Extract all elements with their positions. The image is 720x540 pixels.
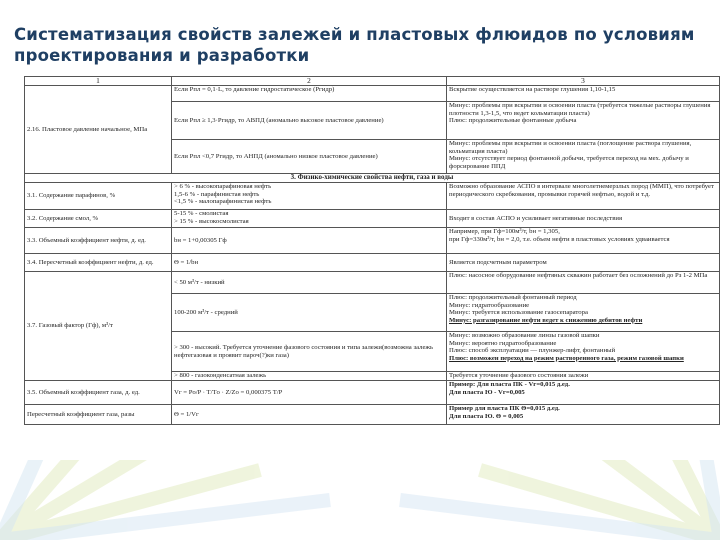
recommendation-cell — [447, 332, 720, 372]
param-cell: 3.4. Пересчетный коэффициент нефти, д. ед. — [25, 254, 172, 272]
recommendation-line: Пример: Для пласта ПК - Vг=0,015 д.ед. — [449, 381, 570, 388]
condition-cell: Если Pпл <0,7 Pгидр, то АНПД (аномально низкое пластовое давление) — [172, 140, 447, 174]
table-row — [25, 405, 720, 425]
recommendation-line: при Гф=330м³/т, bн = 2,0, т.е. объем нефти в пластовых условиях удваивается — [449, 235, 670, 243]
section-title: 3. Физико-химические свойства нефти, газа и воды — [25, 174, 720, 183]
value-line: 5-15 % - смолистая — [174, 210, 229, 217]
recommendation-line: Минус: разгазирование нефти ведет к снижению дебитов нефти — [449, 316, 643, 324]
recommendation-line: Минус: гидратообразование — [449, 301, 530, 309]
recommendation-cell — [447, 228, 720, 254]
value-cell: > 300 - высокий. Требуется уточнение фазового состояния и типа залежи(возможна залежь нефтегазовая и проявит пароч(?)ки газа) — [172, 332, 447, 372]
recommendation-line: Минус: отсутствует период фонтанной добычи, требуется переход на мех. добычу и форсирование ППД — [449, 155, 689, 170]
param-cell: 3.2. Содержание смол, % — [25, 210, 172, 228]
header-col-2: 2 — [172, 77, 447, 86]
recommendation-cell: Плюс: насосное оборудование нефтяных скважин работает без осложнений до Pз 1-2 МПа — [447, 272, 720, 294]
recommendation-cell: Является подсчетным параметром — [447, 254, 720, 272]
param-cell: 3.7. Газовый фактор (Гф), м³/т — [25, 272, 172, 381]
recommendation-line: Плюс: способ эксплуатации — плунжер-лифт, фонтанный — [449, 347, 616, 355]
table-header-row — [25, 77, 720, 86]
recommendation-cell — [447, 405, 720, 425]
recommendation-cell: Возможно образование АСПО в интервале многолетнемерзлых пород (ММП), что потребует периодического скребкования, промывки горячей нефтью, водой и т.д. — [447, 183, 720, 210]
param-cell: 3.3. Объемный коэффициент нефти, д. ед. — [25, 228, 172, 254]
recommendation-cell — [447, 140, 720, 174]
recommendation-cell: Вскрытие осуществляется на растворе глушения 1,10-1,15 — [447, 86, 720, 102]
table-row — [25, 272, 720, 294]
table-row — [25, 254, 720, 272]
recommendation-line: Для пласта Ю. Θ = 0,005 — [449, 412, 524, 420]
properties-table-scan — [24, 76, 719, 460]
recommendation-line: Для пласта Ю - Vг=0,005 — [449, 388, 525, 396]
param-cell: Пересчетный коэффициент газа, разы — [25, 405, 172, 425]
table-row — [25, 381, 720, 405]
value-cell — [172, 210, 447, 228]
param-cell: 3.5. Объемный коэффициент газа, д. ед. — [25, 381, 172, 405]
recommendation-cell: Требуется уточнение фазового состояния залежи — [447, 372, 720, 381]
properties-table — [24, 76, 720, 425]
recommendation-line: Минус: возможно образование линзы газовой шапки — [449, 332, 600, 339]
recommendation-line: Минус: вероятно гидратообразование — [449, 339, 557, 347]
recommendation-cell — [447, 381, 720, 405]
param-cell: 2.16. Пластовое давление начальное, МПа — [25, 86, 172, 174]
value-line: > 15 % - высокосмолистая — [174, 217, 249, 225]
value-cell: Vг = Pо/P · T/Tо · Z/Zо = 0,000375 T/P — [172, 381, 447, 405]
header-col-3: 3 — [447, 77, 720, 86]
value-cell: Θ = 1/bн — [172, 254, 447, 272]
value-cell: 100-200 м³/т - средний — [172, 294, 447, 332]
condition-cell: Если Pпл = 0,1·L, то давление гидростатическое (Pгидр) — [172, 86, 447, 102]
value-cell: Θ = 1/Vг — [172, 405, 447, 425]
value-line: 1,5-6 % - парафинистая нефть — [174, 190, 260, 198]
section-row — [25, 174, 720, 183]
header-col-1: 1 — [25, 77, 172, 86]
value-cell: > 800 - газоконденсатная залежь — [172, 372, 447, 381]
param-cell: 3.1. Содержание парафинов, % — [25, 183, 172, 210]
recommendation-line: Плюс: продолжительный фонтанный период — [449, 294, 577, 301]
recommendation-cell — [447, 294, 720, 332]
recommendation-line: Минус: проблемы при вскрытии и освоении пласта (поглощение раствора глушения, кольматация пласта) — [449, 140, 692, 155]
value-line: <1,5 % - малопарафинистая нефть — [174, 198, 272, 206]
recommendation-line: Пример для пласта ПК Θ=0,015 д.ед. — [449, 405, 560, 412]
value-line: > 6 % - высокопарафиновая нефть — [174, 183, 272, 190]
recommendation-cell — [447, 102, 720, 140]
table-row — [25, 228, 720, 254]
table-row — [25, 183, 720, 210]
recommendation-line: Плюс: продолжительные фонтанные добыча — [449, 117, 577, 125]
table-row — [25, 210, 720, 228]
page-title: Систематизация свойств залежей и пластовых флюидов по условиям проектирования и разработки — [14, 25, 695, 65]
recommendation-line: Например, при Гф=100м³/т, bн = 1,305, — [449, 228, 560, 235]
value-cell — [172, 183, 447, 210]
value-cell: < 50 м³/т - низкий — [172, 272, 447, 294]
recommendation-line: Минус: проблемы при вскрытии и освоении пласта (требуется тяжелые растворы глушения плотности 1,3-1,5, что ведет кольматации пласта) — [449, 102, 711, 117]
recommendation-line: Плюс: возможен переход на режим растворенного газа, режим газовой шапки — [449, 354, 684, 362]
condition-cell: Если Pпл ≥ 1,3·Pгидр, то АВПД (аномально высокое пластовое давление) — [172, 102, 447, 140]
table-row — [25, 86, 720, 102]
recommendation-cell: Входит в состав АСПО и усиливает негативные последствия — [447, 210, 720, 228]
value-cell: bн = 1+0,00305 Гф — [172, 228, 447, 254]
recommendation-line: Минус: требуется использование газосепаратора — [449, 309, 588, 317]
